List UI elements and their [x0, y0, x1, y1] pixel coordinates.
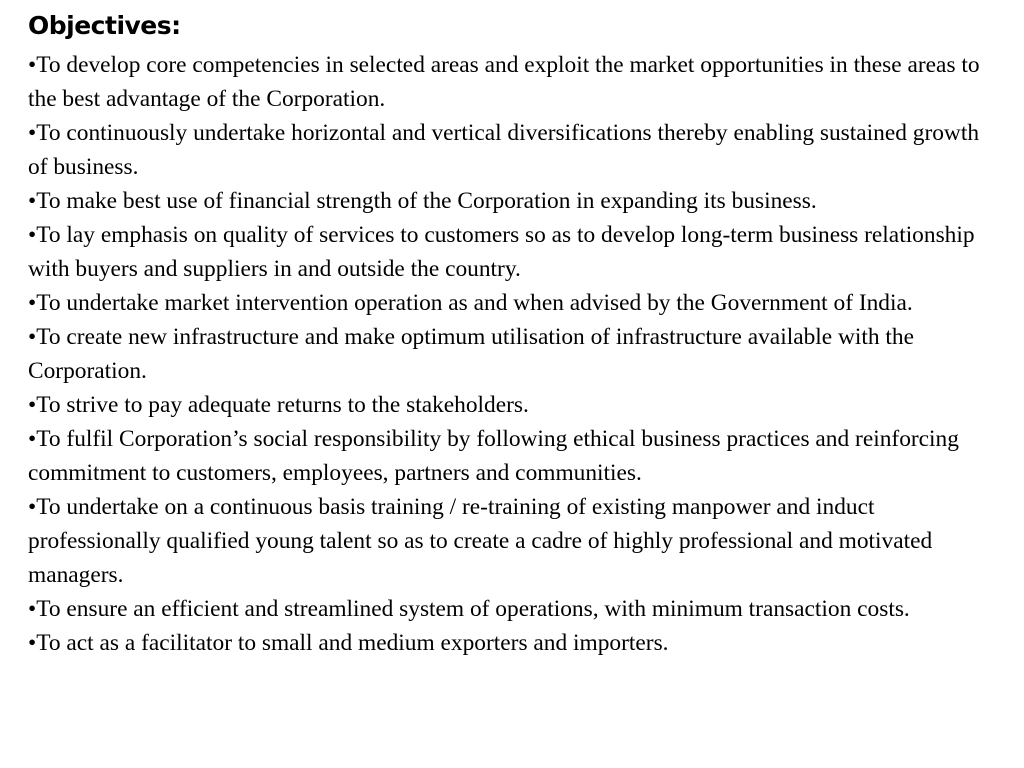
bullet: •	[28, 392, 37, 418]
bullet: •	[28, 222, 37, 248]
objective-text: To undertake on a continuous basis training / re-training of existing manpower and induct professionally qualified young talent so as to create a cadre of highly professional and motivated managers.	[28, 494, 933, 588]
objective-item	[28, 218, 1004, 286]
objective-item	[28, 286, 1004, 320]
bullet: •	[28, 324, 37, 350]
objective-item	[28, 388, 1004, 422]
bullet: •	[28, 596, 37, 622]
objective-item	[28, 422, 1004, 490]
objective-text: To create new infrastructure and make optimum utilisation of infrastructure available with the Corporation.	[28, 324, 915, 384]
objective-item	[28, 490, 1004, 592]
slide-title: Objectives:	[28, 11, 181, 40]
objective-text: To fulfil Corporation’s social responsibility by following ethical business practices and reinforcing commitment to customers, employees, partners and communities.	[28, 426, 959, 486]
bullet: •	[28, 630, 37, 656]
objective-text: To develop core competencies in selected areas and exploit the market opportunities in these areas to the best advantage of the Corporation.	[28, 52, 980, 112]
bullet: •	[28, 494, 37, 520]
bullet: •	[28, 426, 37, 452]
bullet: •	[28, 120, 37, 146]
objectives-list	[28, 48, 1004, 660]
objective-text: To undertake market intervention operation as and when advised by the Government of India.	[36, 290, 913, 316]
objective-item	[28, 320, 1004, 388]
objective-item	[28, 626, 1004, 660]
objective-text: To ensure an efficient and streamlined system of operations, with minimum transaction costs.	[36, 596, 910, 622]
objective-text: To act as a facilitator to small and medium exporters and importers.	[36, 630, 669, 656]
objective-text: To lay emphasis on quality of services to customers so as to develop long-term business relationship with buyers and suppliers in and outside the country.	[28, 222, 975, 282]
bullet: •	[28, 188, 37, 214]
objective-item	[28, 592, 1004, 626]
objective-text: To continuously undertake horizontal and vertical diversifications thereby enabling sustained growth of business.	[28, 120, 980, 180]
bullet: •	[28, 290, 37, 316]
objective-item	[28, 184, 1004, 218]
objective-item	[28, 48, 1004, 116]
objective-text: To strive to pay adequate returns to the stakeholders.	[36, 392, 529, 418]
bullet: •	[28, 52, 37, 78]
objective-item	[28, 116, 1004, 184]
objective-text: To make best use of financial strength of the Corporation in expanding its business.	[36, 188, 817, 214]
